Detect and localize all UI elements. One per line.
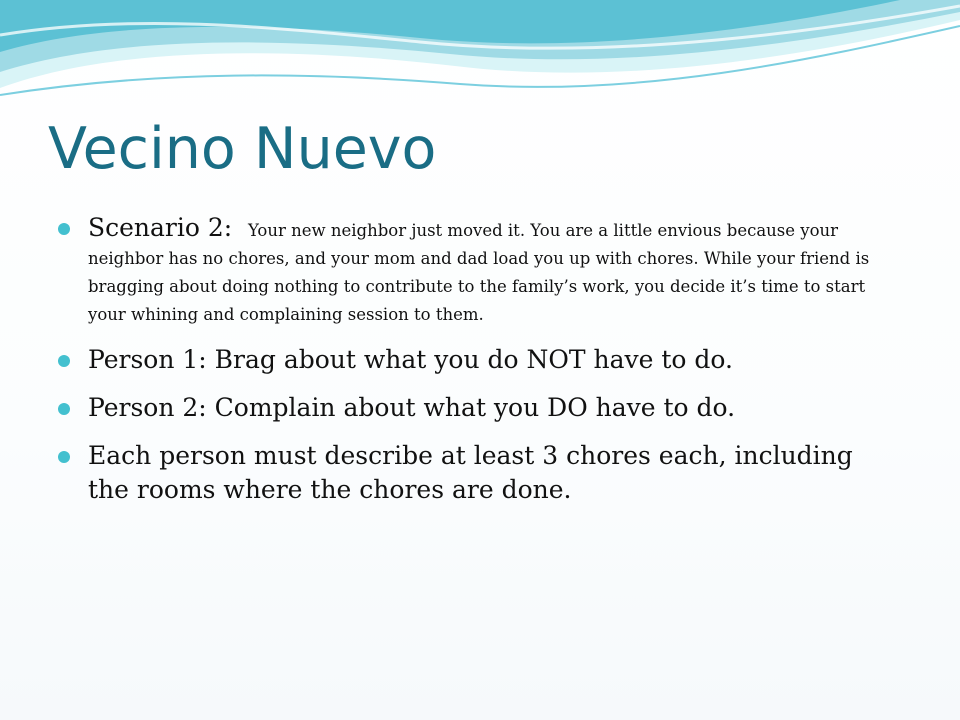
bullet-dot-icon — [58, 451, 70, 463]
slide-title: Vecino Nuevo — [48, 116, 437, 182]
bullet-dot-icon — [58, 223, 70, 235]
person-1-bullet — [58, 343, 888, 377]
person-2-text: Person 2: Complain about what you DO have to do. — [88, 393, 736, 422]
scenario-bullet — [58, 214, 888, 329]
bullet-dot-icon — [58, 355, 70, 367]
header-wave-decoration — [0, 0, 960, 120]
scenario-text: Your new neighbor just moved it. You are a little envious because your neighbor has no chores, and your mom and dad load you up with chores. While your friend is bragging about doing nothing to contribute to the family’s work, you decide it’s time to start your whining and complaining session to them. — [88, 221, 870, 324]
bullet-dot-icon — [58, 403, 70, 415]
bullet-list — [58, 214, 888, 507]
instructions-text: Each person must describe at least 3 chores each, including the rooms where the chores are done. — [88, 441, 853, 504]
instructions-bullet — [58, 439, 888, 507]
person-1-text: Person 1: Brag about what you do NOT have to do. — [88, 345, 733, 374]
scenario-heading: Scenario 2: — [88, 213, 233, 242]
person-2-bullet — [58, 391, 888, 425]
